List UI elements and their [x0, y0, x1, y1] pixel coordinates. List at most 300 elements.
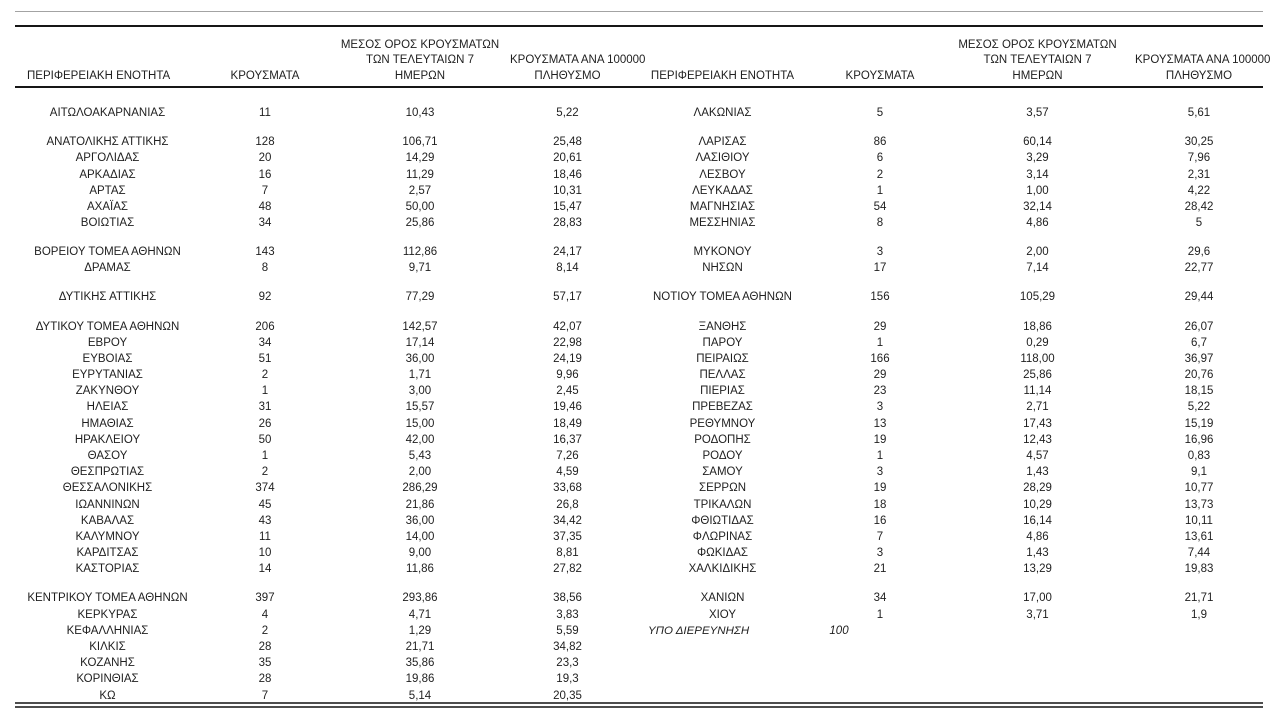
left-region-name-cell: ΚΑΣΤΟΡΙΑΣ — [75, 563, 140, 576]
left-per100k-cell: 23,3 — [556, 657, 579, 670]
left-per100k-cell: 25,48 — [553, 136, 582, 149]
header-avg7-right — [940, 38, 1135, 85]
left-per100k-cell: 9,96 — [556, 369, 579, 382]
right-cases-cell: 3 — [876, 246, 884, 259]
left-region-name-cell: ΗΡΑΚΛΕΙΟΥ — [74, 433, 141, 446]
header-per100k-right-line1: ΚΡΟΥΣΜΑΤΑ ΑΝΑ 100000 — [1135, 54, 1271, 66]
left-region-name-cell: ΚΑΡΔΙΤΣΑΣ — [76, 547, 139, 560]
left-avg7-cell: 10,43 — [405, 107, 435, 120]
left-region-name-cell: ΗΛΕΙΑΣ — [86, 401, 129, 414]
left-cases-cell: 2 — [261, 369, 269, 382]
right-avg7-cell: 10,29 — [1023, 498, 1052, 511]
right-avg7-cell: 4,57 — [1026, 450, 1049, 463]
left-region-name-cell: ΚΑΛΥΜΝΟΥ — [75, 530, 140, 543]
spacer-row — [15, 306, 1263, 319]
left-cases-cell: 397 — [255, 592, 275, 605]
left-cases-cell: 35 — [258, 657, 272, 670]
left-avg7-cell: 9,71 — [408, 262, 432, 275]
right-region-name-cell: ΠΕΙΡΑΙΩΣ — [696, 352, 749, 365]
table-row — [15, 529, 1263, 545]
right-region-name-cell: ΡΟΔΟΠΗΣ — [694, 433, 751, 446]
left-per100k-cell: 18,46 — [553, 168, 582, 181]
right-per100k-cell: 30,25 — [1184, 136, 1214, 149]
left-cases-cell: 43 — [258, 514, 272, 527]
right-avg7-cell: 3,14 — [1026, 168, 1049, 181]
right-per100k-cell: 5,61 — [1187, 107, 1211, 120]
left-per100k-cell: 7,26 — [556, 450, 579, 463]
left-region-name-cell: ΚΑΒΑΛΑΣ — [80, 514, 135, 527]
right-region-name-cell: ΦΩΚΙΔΑΣ — [696, 547, 749, 560]
table-row — [15, 215, 1263, 231]
right-avg7-cell: 0,29 — [1026, 336, 1049, 349]
header-avg7-right-line3: ΗΜΕΡΩΝ — [1012, 69, 1063, 82]
left-cases-cell: 48 — [258, 200, 272, 213]
right-per100k-cell: 10,11 — [1185, 514, 1213, 527]
table-row — [15, 590, 1263, 606]
table-row — [15, 561, 1263, 577]
left-cases-cell: 7 — [261, 184, 269, 197]
left-region-name-cell: ΔΥΤΙΚΗΣ ΑΤΤΙΚΗΣ — [58, 291, 157, 304]
right-avg7-cell: 13,29 — [1023, 563, 1052, 576]
left-cases-cell: 8 — [261, 262, 269, 275]
right-cases-cell: 29 — [873, 320, 887, 333]
right-cases-cell: 13 — [873, 417, 887, 430]
header-avg7-left-line2: ΤΩΝ ΤΕΛΕΥΤΑΙΩΝ 7 — [366, 54, 474, 66]
right-region-name-cell: ΧΑΝΙΩΝ — [700, 592, 745, 605]
left-avg7-cell: 15,57 — [405, 401, 435, 414]
right-per100k-cell: 18,15 — [1184, 385, 1214, 398]
left-avg7-cell: 14,00 — [405, 530, 435, 543]
left-avg7-cell: 17,14 — [405, 336, 435, 349]
right-avg7-cell: 1,43 — [1026, 547, 1049, 560]
right-cases-cell: 1 — [876, 608, 884, 621]
right-avg7-cell: 3,57 — [1026, 107, 1049, 120]
left-per100k-cell: 20,35 — [553, 689, 582, 702]
right-avg7-cell: 1,00 — [1026, 184, 1049, 197]
left-per100k-cell: 2,45 — [556, 385, 579, 398]
left-per100k-cell: 5,59 — [556, 624, 579, 637]
header-avg7-left — [330, 38, 510, 85]
left-region-name-cell: ΚΕΡΚΥΡΑΣ — [77, 608, 138, 621]
left-per100k-cell: 24,17 — [553, 246, 582, 259]
left-per100k-cell: 28,83 — [553, 217, 582, 230]
right-cases-cell: 3 — [876, 547, 884, 560]
table-row — [15, 351, 1263, 367]
left-region-name-cell: ΕΥΒΟΙΑΣ — [82, 352, 133, 365]
left-cases-cell: 34 — [258, 336, 272, 349]
right-region-name-cell: ΥΠΟ ΔΙΕΡΕΥΝΗΣΗ — [648, 624, 750, 637]
left-cases-cell: 14 — [258, 563, 272, 576]
right-cases-cell: 1 — [876, 450, 884, 463]
left-avg7-cell: 4,71 — [408, 608, 432, 621]
left-cases-cell: 34 — [258, 217, 272, 230]
left-per100k-cell: 19,3 — [556, 673, 579, 686]
left-avg7-cell: 106,71 — [402, 136, 438, 149]
left-region-name-cell: ΕΒΡΟΥ — [87, 336, 128, 349]
table-row — [15, 289, 1263, 305]
header-avg7-right-line2: ΤΩΝ ΤΕΛΕΥΤΑΙΩΝ 7 — [983, 54, 1092, 66]
left-per100k-cell: 5,22 — [556, 107, 579, 120]
right-region-name-cell: ΛΕΣΒΟΥ — [699, 168, 746, 181]
right-avg7-cell: 2,71 — [1026, 401, 1049, 414]
table-row — [15, 244, 1263, 260]
left-avg7-cell: 3,00 — [408, 385, 432, 398]
right-per100k-cell: 13,61 — [1184, 530, 1214, 543]
right-cases-cell: 156 — [870, 291, 890, 304]
table-header-row — [15, 27, 1271, 88]
left-avg7-cell: 42,00 — [405, 433, 435, 446]
left-cases-cell: 11 — [259, 530, 271, 543]
table-row — [15, 464, 1263, 480]
right-region-name-cell: ΦΘΙΩΤΙΔΑΣ — [691, 514, 754, 527]
left-avg7-cell: 5,14 — [408, 689, 432, 702]
right-cases-cell: 6 — [876, 152, 884, 165]
left-cases-cell: 1 — [261, 450, 269, 463]
header-avg7-right-line1: ΜΕΣΟΣ ΟΡΟΣ ΚΡΟΥΣΜΑΤΩΝ — [958, 38, 1117, 51]
left-cases-cell: 28 — [258, 640, 272, 653]
right-region-name-cell: ΛΑΡΙΣΑΣ — [698, 136, 747, 149]
left-per100k-cell: 34,82 — [553, 640, 582, 653]
left-region-name-cell: ΔΡΑΜΑΣ — [84, 262, 131, 275]
left-avg7-cell: 35,86 — [405, 657, 435, 670]
left-cases-cell: 26 — [258, 417, 272, 430]
left-cases-cell: 10 — [258, 547, 272, 560]
left-per100k-cell: 15,47 — [553, 200, 582, 213]
right-avg7-cell: 3,29 — [1026, 152, 1049, 165]
right-region-name-cell: ΧΑΛΚΙΔΙΚΗΣ — [688, 563, 757, 576]
right-avg7-cell: 2,00 — [1026, 246, 1049, 259]
right-avg7-cell: 28,29 — [1023, 482, 1052, 495]
left-cases-cell: 31 — [258, 401, 272, 414]
right-per100k-cell: 21,71 — [1184, 592, 1214, 605]
right-region-name-cell: ΧΙΟΥ — [708, 608, 737, 621]
left-cases-cell: 92 — [258, 291, 272, 304]
table-row — [15, 623, 1263, 639]
left-avg7-cell: 1,71 — [408, 369, 432, 382]
left-avg7-cell: 50,00 — [405, 200, 435, 213]
right-region-name-cell: ΡΟΔΟΥ — [702, 450, 743, 463]
left-avg7-cell: 1,29 — [408, 624, 432, 637]
right-cases-cell: 23 — [873, 385, 887, 398]
right-region-name-cell: ΝΗΣΩΝ — [702, 262, 743, 275]
left-avg7-cell: 142,57 — [402, 320, 438, 333]
right-avg7-cell: 16,14 — [1023, 514, 1052, 527]
left-region-name-cell: ΚΟΡΙΝΘΙΑΣ — [76, 673, 139, 686]
left-avg7-cell: 25,86 — [405, 217, 435, 230]
right-region-name-cell: ΣΑΜΟΥ — [702, 466, 743, 479]
bottom-double-divider — [15, 702, 1263, 708]
right-avg7-cell: 11,14 — [1023, 385, 1052, 398]
right-region-name-cell: ΣΕΡΡΩΝ — [698, 482, 747, 495]
left-per100k-cell: 10,31 — [553, 184, 582, 197]
left-cases-cell: 143 — [255, 246, 275, 259]
right-cases-cell: 8 — [876, 217, 884, 230]
left-per100k-cell: 16,37 — [553, 433, 582, 446]
right-region-name-cell: ΤΡΙΚΑΛΩΝ — [693, 498, 752, 511]
right-cases-cell: 1 — [876, 184, 884, 197]
header-per100k-left-line1: ΚΡΟΥΣΜΑΤΑ ΑΝΑ 100000 — [510, 54, 646, 66]
right-per100k-cell: 15,19 — [1184, 417, 1214, 430]
table-row — [15, 105, 1263, 121]
table-row — [15, 150, 1263, 166]
right-cases-cell: 17 — [873, 262, 887, 275]
table-row — [15, 383, 1263, 399]
right-cases-cell: 34 — [873, 592, 887, 605]
left-avg7-cell: 2,00 — [408, 466, 432, 479]
right-cases-cell: 86 — [873, 136, 887, 149]
left-region-name-cell: ΚΩ — [99, 689, 116, 702]
left-region-name-cell: ΑΙΤΩΛΟΑΚΑΡΝΑΝΙΑΣ — [49, 107, 166, 120]
left-region-name-cell: ΒΟΙΩΤΙΑΣ — [80, 217, 135, 230]
left-per100k-cell: 57,17 — [553, 291, 582, 304]
left-region-name-cell: ΚΕΦΑΛΛΗΝΙΑΣ — [66, 624, 149, 637]
right-region-name-cell: ΛΕΥΚΑΔΑΣ — [692, 184, 753, 197]
table-row — [15, 260, 1263, 276]
left-avg7-cell: 293,86 — [402, 592, 438, 605]
right-per100k-cell: 29,6 — [1187, 246, 1211, 259]
left-cases-cell: 2 — [261, 466, 269, 479]
table-row — [15, 607, 1263, 623]
table-row — [15, 199, 1263, 215]
header-region-right: ΠΕΡΙΦΕΡΕΙΑΚΗ ΕΝΟΤΗΤΑ — [650, 69, 795, 82]
left-region-name-cell: ΑΡΚΑΔΙΑΣ — [79, 168, 136, 181]
right-avg7-cell: 17,43 — [1023, 417, 1052, 430]
right-avg7-cell: 7,14 — [1026, 262, 1049, 275]
right-per100k-cell: 29,44 — [1184, 291, 1214, 304]
left-region-name-cell: ΑΡΓΟΛΙΔΑΣ — [75, 152, 140, 165]
right-cases-cell: 16 — [873, 514, 887, 527]
right-per100k-cell: 0,83 — [1187, 450, 1211, 463]
right-avg7-cell: 105,29 — [1019, 291, 1056, 304]
table-row — [15, 166, 1263, 182]
table-row — [15, 367, 1263, 383]
table-row — [15, 639, 1263, 655]
left-avg7-cell: 77,29 — [405, 291, 435, 304]
left-per100k-cell: 18,49 — [553, 417, 582, 430]
right-region-name-cell: ΜΥΚΟΝΟΥ — [693, 246, 752, 259]
right-region-name-cell: ΞΑΝΘΗΣ — [698, 320, 747, 333]
table-row — [15, 432, 1263, 448]
table-row — [15, 399, 1263, 415]
right-avg7-cell: 118,00 — [1020, 352, 1055, 365]
header-per100k-right-line2: ΠΛΗΘΥΣΜΟ — [1165, 69, 1233, 82]
header-cases-right: ΚΡΟΥΣΜΑΤΑ — [845, 69, 915, 82]
right-avg7-cell: 4,86 — [1026, 530, 1049, 543]
table-row — [15, 480, 1263, 496]
left-per100k-cell: 20,61 — [553, 152, 582, 165]
right-per100k-cell: 13,73 — [1184, 498, 1214, 511]
left-avg7-cell: 19,86 — [405, 673, 435, 686]
left-region-name-cell: ΘΕΣΠΡΩΤΙΑΣ — [70, 466, 145, 479]
right-per100k-cell: 28,42 — [1184, 200, 1214, 213]
left-region-name-cell: ΚΙΛΚΙΣ — [89, 640, 126, 653]
left-avg7-cell: 11,29 — [406, 168, 434, 181]
left-avg7-cell: 2,57 — [408, 184, 432, 197]
right-per100k-cell: 5 — [1195, 217, 1203, 230]
right-avg7-cell: 25,86 — [1023, 369, 1052, 382]
left-region-name-cell: ΗΜΑΘΙΑΣ — [81, 417, 134, 430]
spacer-row — [15, 121, 1263, 134]
right-cases-cell: 19 — [873, 482, 887, 495]
left-region-name-cell: ΘΕΣΣΑΛΟΝΙΚΗΣ — [62, 482, 153, 495]
left-region-name-cell: ΔΥΤΙΚΟΥ ΤΟΜΕΑ ΑΘΗΝΩΝ — [35, 320, 180, 333]
right-cases-cell: 100 — [829, 624, 849, 637]
right-per100k-cell: 6,7 — [1191, 336, 1207, 349]
right-per100k-cell: 1,9 — [1191, 608, 1207, 621]
left-avg7-cell: 36,00 — [405, 514, 435, 527]
left-region-name-cell: ΒΟΡΕΙΟΥ ΤΟΜΕΑ ΑΘΗΝΩΝ — [34, 246, 181, 259]
left-region-name-cell: ΖΑΚΥΝΘΟΥ — [75, 385, 140, 398]
left-cases-cell: 4 — [261, 608, 269, 621]
left-avg7-cell: 112,86 — [402, 246, 438, 259]
spacer-row — [15, 276, 1263, 289]
left-cases-cell: 50 — [258, 433, 272, 446]
left-cases-cell: 11 — [259, 107, 271, 120]
header-per100k-right — [1135, 53, 1271, 84]
table-row — [15, 545, 1263, 561]
table-row — [15, 318, 1263, 334]
right-cases-cell: 29 — [873, 369, 887, 382]
left-cases-cell: 45 — [258, 498, 272, 511]
left-per100k-cell: 33,68 — [553, 482, 582, 495]
header-avg7-left-line1: ΜΕΣΟΣ ΟΡΟΣ ΚΡΟΥΣΜΑΤΩΝ — [340, 38, 500, 51]
left-region-name-cell: ΑΧΑΪΑΣ — [87, 200, 128, 213]
spacer-row — [15, 577, 1263, 590]
right-cases-cell: 7 — [876, 530, 884, 543]
left-per100k-cell: 8,14 — [556, 262, 579, 275]
right-per100k-cell: 36,97 — [1184, 352, 1214, 365]
header-avg7-left-line3: ΗΜΕΡΩΝ — [394, 69, 446, 82]
spacer-row — [15, 231, 1263, 244]
right-cases-cell: 18 — [873, 498, 887, 511]
left-avg7-cell: 14,29 — [405, 152, 435, 165]
left-per100k-cell: 4,59 — [556, 466, 579, 479]
right-avg7-cell: 17,00 — [1023, 592, 1052, 605]
right-per100k-cell: 22,77 — [1184, 262, 1214, 275]
table-row — [15, 134, 1263, 150]
table-row — [15, 416, 1263, 432]
left-avg7-cell: 286,29 — [402, 482, 438, 495]
table-row — [15, 183, 1263, 199]
left-per100k-cell: 27,82 — [553, 563, 582, 576]
right-avg7-cell: 60,14 — [1023, 136, 1052, 149]
left-avg7-cell: 5,43 — [408, 450, 432, 463]
right-avg7-cell: 18,86 — [1023, 320, 1052, 333]
left-cases-cell: 128 — [255, 136, 275, 149]
left-per100k-cell: 34,42 — [553, 514, 582, 527]
left-avg7-cell: 9,00 — [408, 547, 432, 560]
left-per100k-cell: 37,35 — [553, 530, 582, 543]
right-cases-cell: 2 — [876, 168, 884, 181]
right-avg7-cell: 12,43 — [1023, 433, 1052, 446]
left-region-name-cell: ΚΕΝΤΡΙΚΟΥ ΤΟΜΕΑ ΑΘΗΝΩΝ — [27, 592, 188, 605]
right-avg7-cell: 3,71 — [1026, 608, 1049, 621]
left-cases-cell: 28 — [258, 673, 272, 686]
right-per100k-cell: 26,07 — [1184, 320, 1214, 333]
left-region-name-cell: ΙΩΑΝΝΙΝΩΝ — [75, 498, 140, 511]
right-per100k-cell: 7,44 — [1187, 547, 1211, 560]
left-per100k-cell: 19,46 — [553, 401, 582, 414]
right-avg7-cell: 4,86 — [1026, 217, 1049, 230]
right-region-name-cell: ΜΑΓΝΗΣΙΑΣ — [689, 200, 756, 213]
right-per100k-cell: 9,1 — [1191, 466, 1207, 479]
table-row — [15, 497, 1263, 513]
right-cases-cell: 1 — [876, 336, 884, 349]
right-region-name-cell: ΠΙΕΡΙΑΣ — [700, 385, 745, 398]
left-avg7-cell: 36,00 — [405, 352, 435, 365]
right-region-name-cell: ΜΕΣΣΗΝΙΑΣ — [689, 217, 756, 230]
left-per100k-cell: 8,81 — [556, 547, 579, 560]
right-cases-cell: 3 — [876, 401, 884, 414]
left-cases-cell: 206 — [255, 320, 275, 333]
header-per100k-left-line2: ΠΛΗΘΥΣΜΟ — [534, 69, 601, 82]
left-per100k-cell: 42,07 — [553, 320, 582, 333]
right-per100k-cell: 10,77 — [1184, 482, 1214, 495]
left-per100k-cell: 38,56 — [553, 592, 582, 605]
right-cases-cell: 5 — [876, 107, 884, 120]
left-avg7-cell: 11,86 — [406, 563, 434, 576]
right-region-name-cell: ΝΟΤΙΟΥ ΤΟΜΕΑ ΑΘΗΝΩΝ — [653, 291, 792, 304]
right-cases-cell: 54 — [873, 200, 887, 213]
table-row — [15, 335, 1263, 351]
right-cases-cell: 166 — [870, 352, 890, 365]
table-row — [15, 655, 1263, 671]
left-cases-cell: 374 — [255, 482, 275, 495]
right-avg7-cell: 32,14 — [1023, 200, 1052, 213]
left-region-name-cell: ΑΝΑΤΟΛΙΚΗΣ ΑΤΤΙΚΗΣ — [46, 136, 169, 149]
right-per100k-cell: 4,22 — [1187, 184, 1211, 197]
top-thin-divider — [15, 11, 1263, 12]
right-region-name-cell: ΠΕΛΛΑΣ — [699, 369, 746, 382]
right-cases-cell: 19 — [873, 433, 887, 446]
left-per100k-cell: 22,98 — [553, 336, 582, 349]
left-per100k-cell: 26,8 — [556, 498, 579, 511]
header-region-left: ΠΕΡΙΦΕΡΕΙΑΚΗ ΕΝΟΤΗΤΑ — [27, 69, 171, 82]
table-body — [15, 105, 1263, 704]
right-region-name-cell: ΠΡΕΒΕΖΑΣ — [692, 401, 753, 414]
left-per100k-cell: 3,83 — [556, 608, 579, 621]
right-region-name-cell: ΡΕΘΥΜΝΟΥ — [689, 417, 756, 430]
right-per100k-cell: 16,96 — [1184, 433, 1214, 446]
table-row — [15, 513, 1263, 529]
right-per100k-cell: 5,22 — [1187, 401, 1211, 414]
right-region-name-cell: ΛΑΚΩΝΙΑΣ — [693, 107, 752, 120]
left-region-name-cell: ΑΡΤΑΣ — [89, 184, 126, 197]
left-cases-cell: 51 — [258, 352, 272, 365]
right-per100k-cell: 7,96 — [1187, 152, 1211, 165]
right-per100k-cell: 19,83 — [1184, 563, 1214, 576]
right-per100k-cell: 2,31 — [1187, 168, 1211, 181]
header-cases-left: ΚΡΟΥΣΜΑΤΑ — [230, 69, 300, 82]
left-per100k-cell: 24,19 — [553, 352, 582, 365]
right-cases-cell: 21 — [873, 563, 887, 576]
left-avg7-cell: 15,00 — [405, 417, 435, 430]
table-row — [15, 448, 1263, 464]
left-cases-cell: 2 — [261, 624, 269, 637]
right-cases-cell: 3 — [876, 466, 884, 479]
left-region-name-cell: ΘΑΣΟΥ — [87, 450, 128, 463]
table-row — [15, 671, 1263, 687]
left-cases-cell: 7 — [261, 689, 269, 702]
left-avg7-cell: 21,86 — [405, 498, 435, 511]
left-cases-cell: 16 — [258, 168, 272, 181]
right-region-name-cell: ΦΛΩΡΙΝΑΣ — [692, 530, 753, 543]
left-cases-cell: 20 — [258, 152, 272, 165]
right-avg7-cell: 1,43 — [1026, 466, 1049, 479]
left-region-name-cell: ΚΟΖΑΝΗΣ — [80, 657, 135, 670]
left-region-name-cell: ΕΥΡΥΤΑΝΙΑΣ — [72, 369, 143, 382]
right-per100k-cell: 20,76 — [1184, 369, 1214, 382]
